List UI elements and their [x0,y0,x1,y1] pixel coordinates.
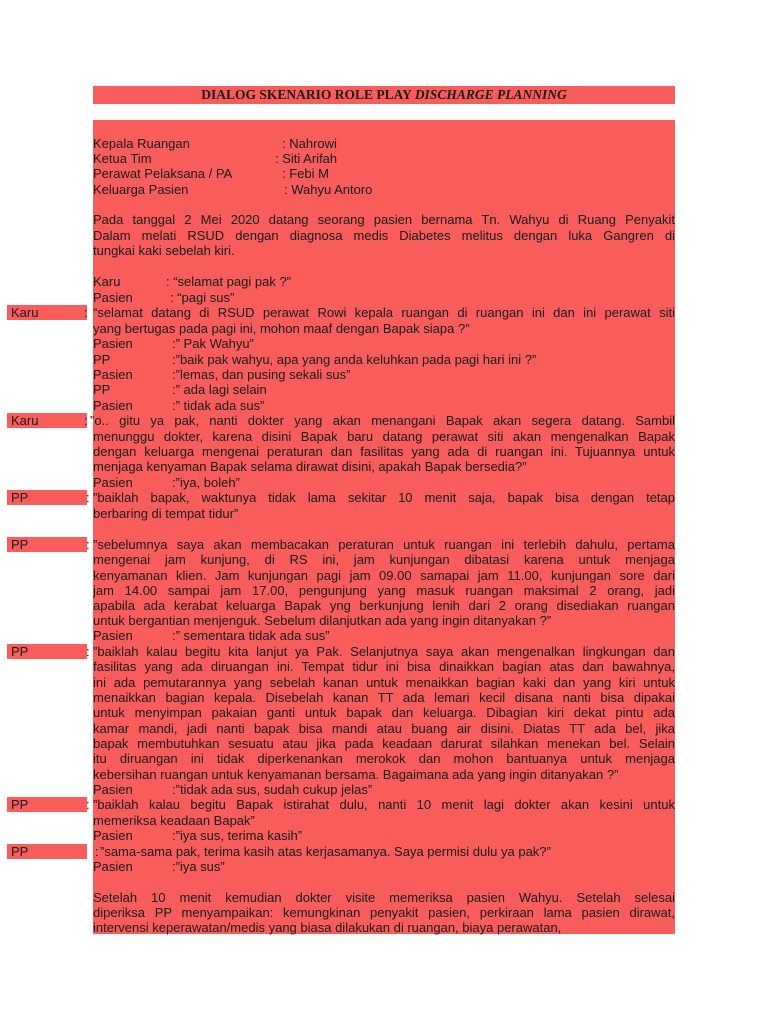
dialog-text: :”baik pak wahyu, apa yang anda keluhkan pada pagi hari ini ?” [172,352,537,367]
dialog-text: mengenai jam kunjung, di RS ini, jam kunjungan dibatasi karena untuk menjaga [93,552,675,567]
dialog-text: :”iya sus” [172,859,225,874]
speaker-label: Pasien [93,398,133,413]
dialog-text: :”tidak ada sus, sudah cukup jelas” [172,782,373,797]
speaker-label: PP [93,382,111,397]
speaker-colon: : [86,537,90,552]
speaker-label: Pasien [93,475,133,490]
speaker-label: Pasien [93,782,133,797]
dialog-text: :” sementara tidak ada sus” [172,628,330,643]
speaker-label: Karu [11,305,39,320]
dialog-text: untuk menyimpan pakaian ganti untuk bapak dan keluarga. Dibagian kiri dekat pintu ada [93,705,675,720]
role-value: : Siti Arifah [275,151,338,166]
role-value: : Febi M [282,166,329,181]
dialog-text: ”o.. gitu ya pak, nanti dokter yang akan menangani Bapak akan segera datang. Sambil [90,413,675,428]
intro-line: Dalam melati RSUD dengan diagnosa medis Diabetes melitus dengan luka Gangren di [93,228,675,243]
dialog-text: : “pagi sus” [170,290,235,305]
dialog-text: “selamat datang di RSUD perawat Rowi kepala ruangan di ruangan ini dan ini perawat siti [93,305,675,320]
dialog-text: yang bertugas pada pagi ini, mohon maaf dengan Bapak siapa ?” [93,321,470,336]
speaker-label: Pasien [93,859,133,874]
speaker-label: Karu [93,274,121,289]
dialog-text: memeriksa keadaan Bapak” [93,813,255,828]
speaker-colon: : [84,305,88,320]
speaker-label: PP [93,352,111,367]
dialog-text: :” Pak Wahyu” [172,336,254,351]
speaker-label: Karu [11,413,39,428]
speaker-label: PP [11,537,29,552]
closing-line: intervensi keperawatan/medis yang biasa dilakukan di ruangan, biaya perawatan, [93,920,562,935]
intro-line: Pada tanggal 2 Mei 2020 datang seorang pasien bernama Tn. Wahyu di Ruang Penyakit [93,212,675,227]
speaker-label: Pasien [93,828,133,843]
speaker-label: Pasien [93,367,133,382]
dialog-text: :”lemas, dan pusing sekali sus” [172,367,351,382]
role-value: : Wahyu Antoro [284,182,373,197]
speaker-label: Pasien [93,628,133,643]
speaker-colon: : [95,844,99,859]
dialog-text: kenyamanan klien. Jam kunjungan pagi jam 09.00 samapai jam 11.00, kunjungan sore dari [93,568,675,583]
dialog-text: :”iya, boleh” [172,475,240,490]
speaker-label: Pasien [93,336,133,351]
intro-line: tungkai kaki sebelah kiri. [93,243,235,258]
speaker-label: PP [11,844,29,859]
dialog-text: berbaring di tempat tidur” [93,506,239,521]
dialog-text: :” tidak ada sus” [172,398,265,413]
role-label: Perawat Pelaksana / PA [93,166,233,181]
speaker-label: PP [11,644,29,659]
dialog-text: ”baiklah kalau begitu Bapak istirahat dulu, nanti 10 menit lagi dokter akan kesini untuk [93,797,675,812]
role-label: Kepala Ruangan [93,136,190,151]
speaker-label: Pasien [93,290,133,305]
dialog-text: :”iya sus, terima kasih” [172,828,303,843]
dialog-text: :” ada lagi selain [172,382,267,397]
dialog-text: menaikkan bagian kepala. Disebelah kanan TT ada lemari kecil disana nanti bisa dipakai [93,690,675,705]
speaker-colon: : [86,797,90,812]
dialog-text: itu diruangan ini tidak diperkenankan merokok dan mohon bantuanya untuk menjaga [93,751,675,766]
dialog-text: : “selamat pagi pak ?” [166,274,292,289]
speaker-colon: : [84,413,88,428]
dialog-text: fasilitas yang ada diruangan ini. Tempat tidur ini bisa dinaikkan bagian atas dan bawahnya, [93,659,675,674]
dialog-text: menjaga kenyaman Bapak selama dirawat disini, apakah Bapak bersedia?” [93,459,527,474]
closing-line: diperiksa PP menyampaikan: kemungkinan penyakit pasien, perkiraan lama pasien dirawat, [93,905,675,920]
role-label: Ketua Tim [93,151,152,166]
dialog-text: ”baiklah kalau begitu kita lanjut ya Pak. Selanjutnya saya akan mengenalkan lingkungan dan [93,644,675,659]
dialog-text: ini ada pemutarannya yang sebelah kanan untuk menaikkan bagian kaki dan yang kiri untuk [93,675,675,690]
dialog-text: menunggu dokter, karena disini Bapak baru datang perawat siti akan mengenalkan Bapak [93,429,675,444]
dialog-text: untuk bergantian menjenguk. Sebelum dilanjutkan ada yang ingin ditanyakan ?” [93,613,552,628]
dialog-text: kamar mandi, jadi nanti bapak bisa mandi atau buang air disini. Diatas TT ada bel, jika [93,721,675,736]
document-title: DIALOG SKENARIO ROLE PLAY DISCHARGE PLANNING [201,87,567,102]
speaker-label: PP [11,490,29,505]
role-label: Keluarga Pasien [93,182,189,197]
speaker-colon: : [86,490,90,505]
dialog-text: apabila ada kerabat keluarga Bapak yng berkunjung lenih dari 2 orang disediakan ruangan [93,598,675,613]
role-value: : Nahrowi [282,136,337,151]
dialog-text: dengan keluarga mengenai peraturan dan fasilitas yang ada di ruangan ini. Tujuannya untuk [93,444,675,459]
speaker-colon: : [86,644,90,659]
dialog-text: bapak membutuhkan sesuatu atau jika pada keadaan darurat silahkan menekan bel. Selain [93,736,675,751]
dialog-text: kebersihan ruangan untuk kenyamanan bersama. Bagaimana ada yang ingin ditanyakan ?” [93,767,619,782]
dialog-text: jam 14.00 sampai jam 17.00, pengunjung yang masuk ruangan maksimal 2 orang, jadi [93,583,675,598]
speaker-label: PP [11,797,29,812]
closing-line: Setelah 10 menit kemudian dokter visite memeriksa pasien Wahyu. Setelah selesai [93,890,675,905]
dialog-text: ”baiklah bapak, waktunya tidak lama sekitar 10 menit saja, bapak bisa dengan tetap [93,490,675,505]
dialog-text: ”sebelumnya saya akan membacakan peraturan untuk ruangan ini terlebih dahulu, pertama [93,537,675,552]
dialog-text: ”sama-sama pak, terima kasih atas kerjasamanya. Saya permisi dulu ya pak?” [100,844,551,859]
